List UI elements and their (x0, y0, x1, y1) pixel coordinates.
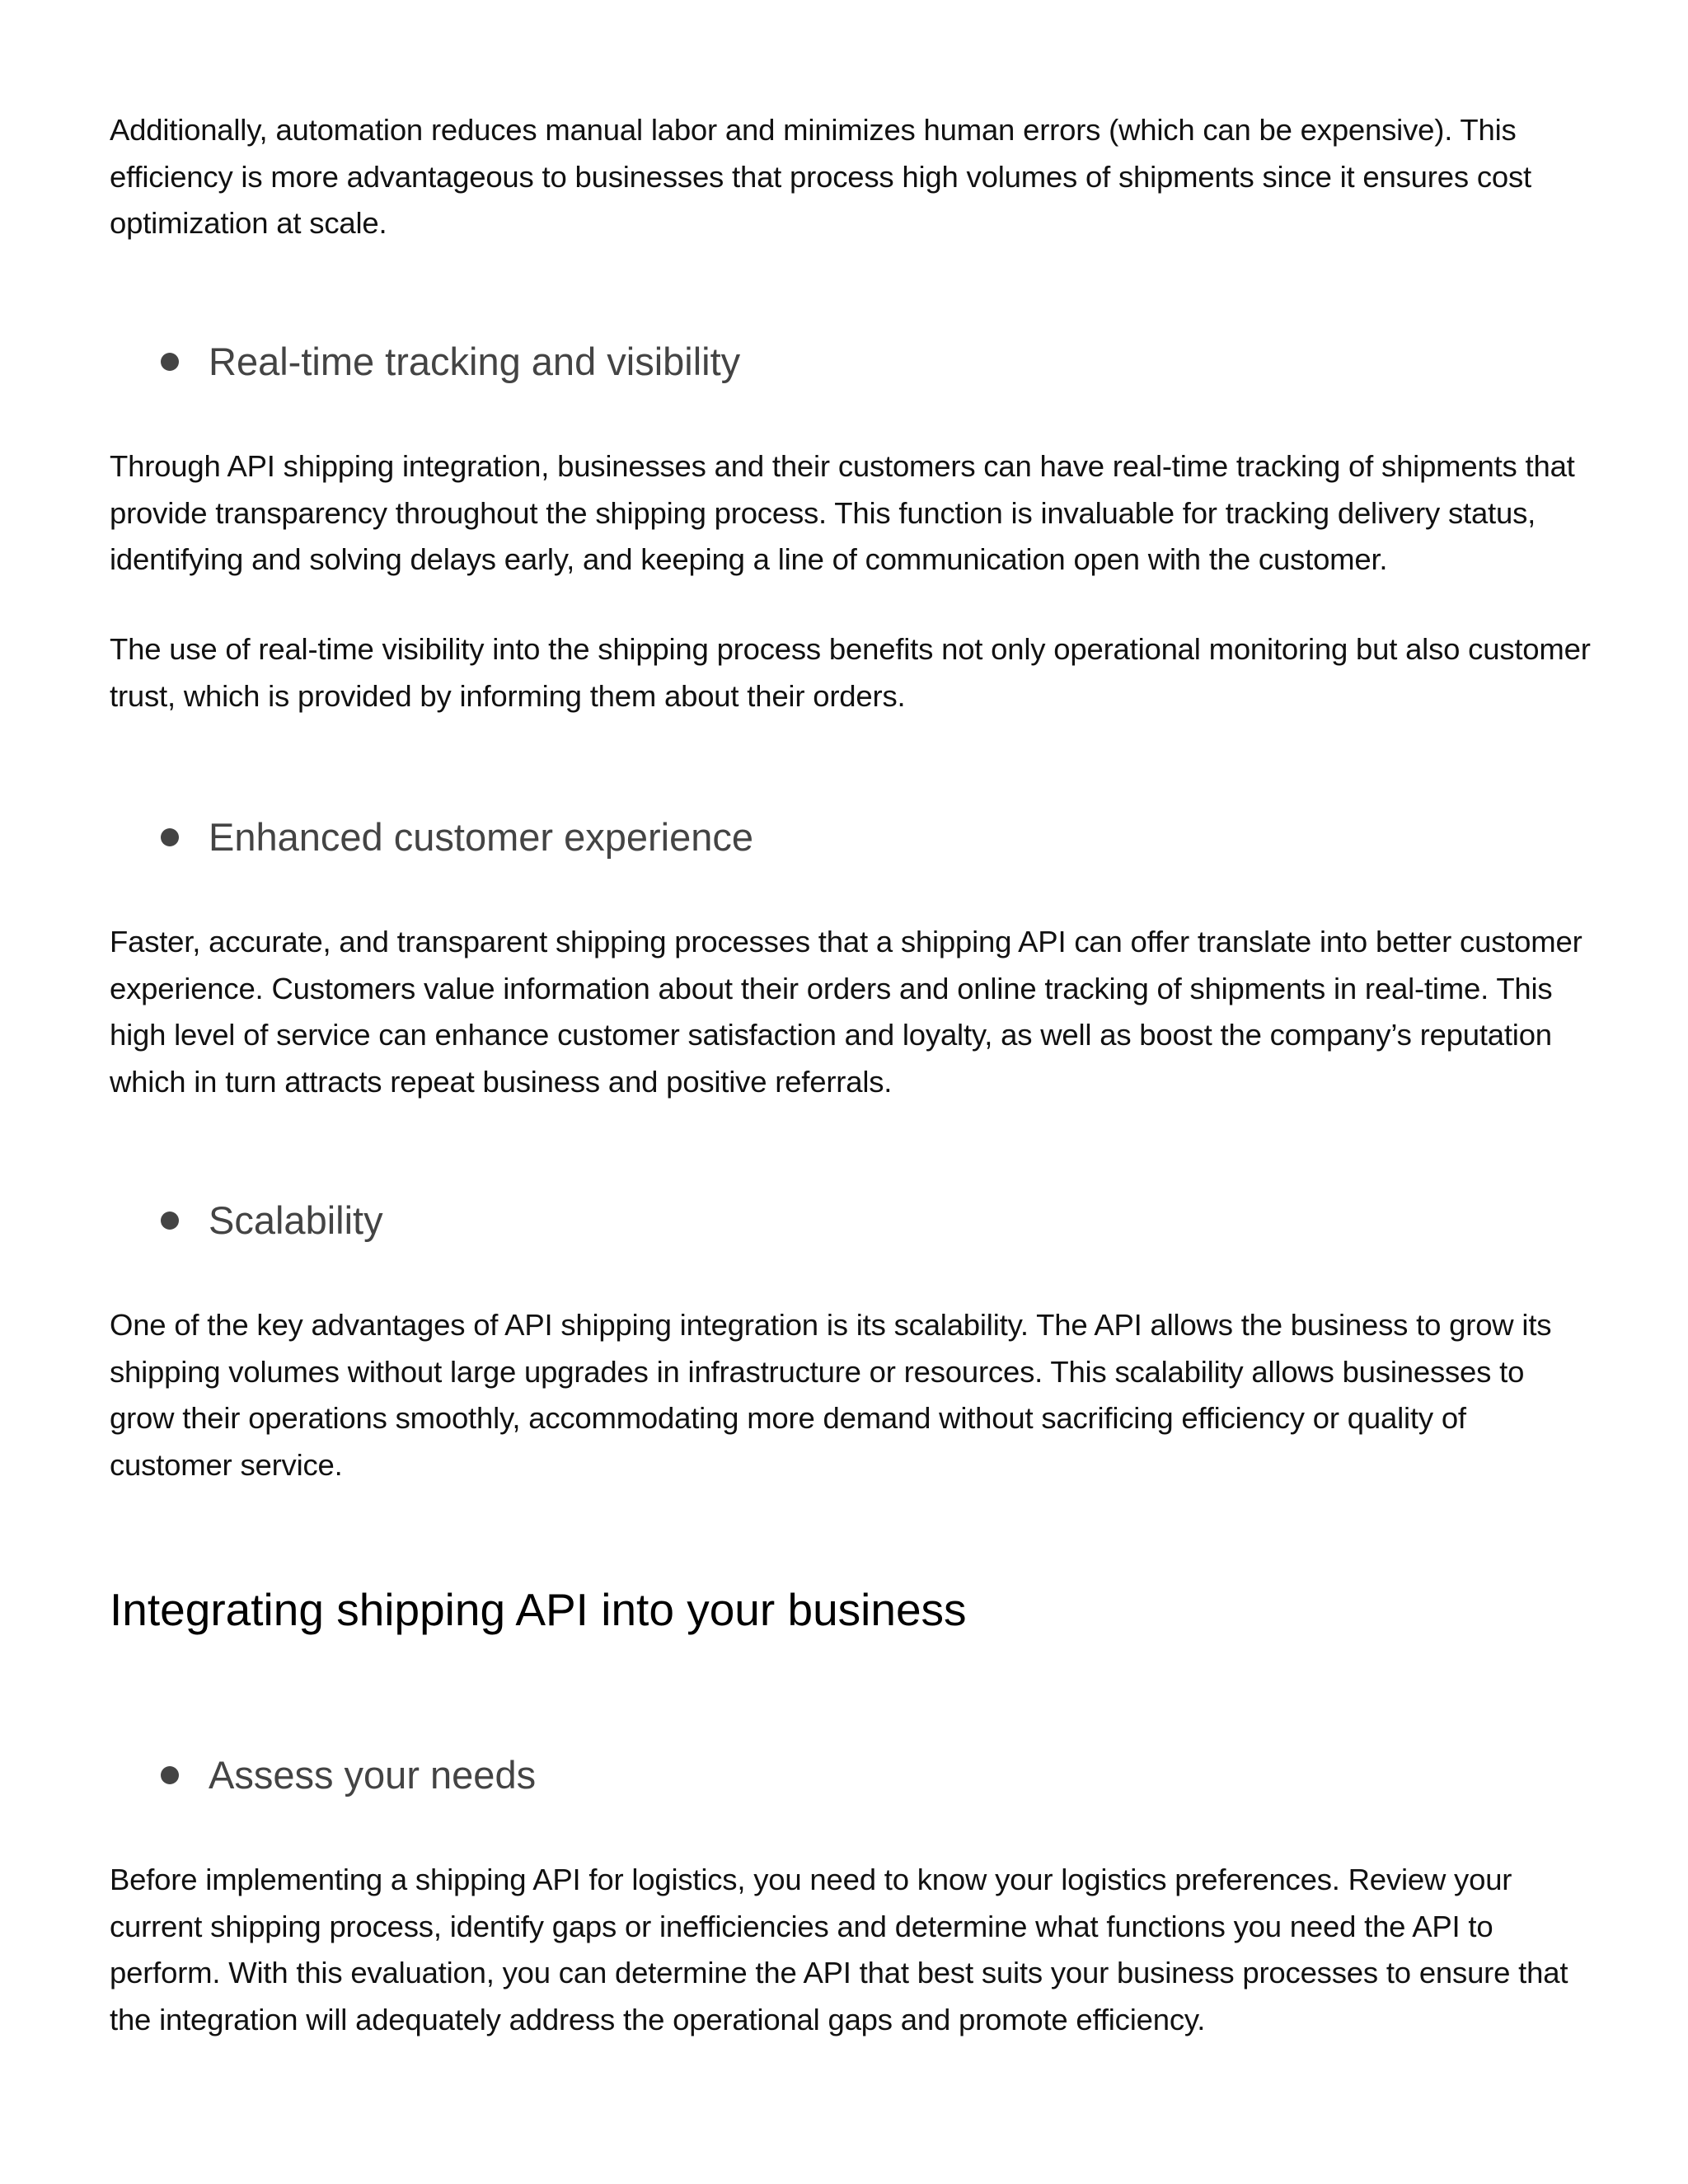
paragraph-customer-experience: Faster, accurate, and transparent shipping processes that a shipping API can offer translate into better customer experience. Customers value information about their orders and online tracking of shipments in real-time. This high level of service can enhance customer satisfaction and loyalty, as well as boost the company’s reputation which in turn attracts repeat business and positive referrals. (110, 925, 1582, 1099)
bullet-dot-icon (161, 1212, 179, 1230)
bullet-heading-label: Real-time tracking and visibility (209, 340, 741, 383)
bullet-heading-customer-experience (0, 808, 1566, 866)
paragraph-tracking-1: Through API shipping integration, businesses and their customers can have real-time tracking of shipments that provide transparency throughout the shipping process. This function is invaluable for tracking delivery status, identifying and solving delays early, and keeping a line of communication open with the customer. (110, 449, 1575, 576)
bullet-dot-icon (161, 828, 179, 846)
bullet-heading-label: Scalability (209, 1198, 383, 1242)
bullet-dot-icon (161, 1766, 179, 1784)
bullet-heading-assess-needs (0, 1746, 1566, 1804)
paragraph-scalability: One of the key advantages of API shipping integration is its scalability. The API allows the business to grow its shipping volumes without large upgrades in infrastructure or resources. This scalability allows businesses to grow their operations smoothly, accommodating more demand without sacrificing efficiency or quality of customer service. (110, 1308, 1552, 1482)
paragraph-tracking-2: The use of real-time visibility into the shipping process benefits not only operational monitoring but also customer trust, which is provided by informing them about their orders. (110, 632, 1591, 713)
paragraph-assess-needs: Before implementing a shipping API for logistics, you need to know your logistics preferences. Review your current shipping process, identify gaps or inefficiencies and determine what functions you need the API to perform. With this evaluation, you can determine the API that best suits your business processes to ensure that the integration will adequately address the operational gaps and promote efficiency. (110, 1863, 1568, 2036)
section-heading-integrating: Integrating shipping API into your business (110, 1584, 967, 1635)
paragraph-automation: Additionally, automation reduces manual labor and minimizes human errors (which can be expensive). This efficiency is more advantageous to businesses that process high volumes of shipments since it ensures cost optimization at scale. (110, 113, 1531, 240)
bullet-heading-tracking (0, 333, 1566, 391)
bullet-heading-scalability (0, 1192, 1566, 1249)
bullet-dot-icon (161, 353, 179, 371)
bullet-heading-label: Assess your needs (209, 1753, 537, 1797)
bullet-heading-label: Enhanced customer experience (209, 815, 754, 859)
